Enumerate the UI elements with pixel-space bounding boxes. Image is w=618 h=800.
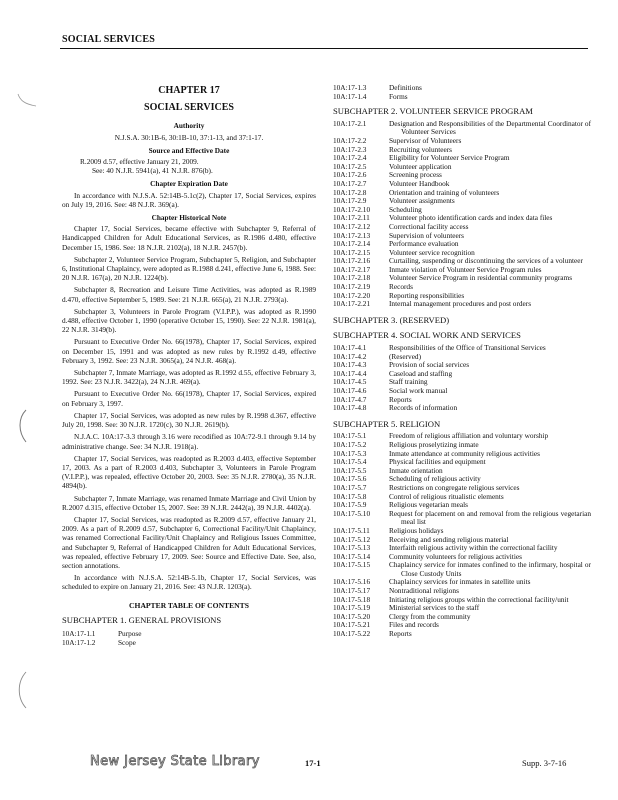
toc-entry[interactable] xyxy=(333,189,591,198)
toc-section-title: Staff training xyxy=(389,377,428,387)
toc-section-title: Physical facilities and equipment xyxy=(389,457,486,467)
toc-section-number: 10A:17-5.2 xyxy=(333,439,367,449)
toc-section-title: Recruiting volunteers xyxy=(389,144,453,154)
right-column xyxy=(333,84,591,639)
chapter-title: CHAPTER 17 xyxy=(158,85,220,96)
toc-section-number: 10A:17-4.3 xyxy=(333,360,367,370)
toc-section-number: 10A:17-2.18 xyxy=(333,273,371,283)
toc-entry[interactable] xyxy=(62,638,316,647)
subchapter-heading: SUBCHAPTER 3. (RESERVED) xyxy=(333,314,450,325)
toc-section-number: 10A:17-5.4 xyxy=(333,457,367,467)
toc-section-number: 10A:17-5.20 xyxy=(333,611,371,621)
toc-section-title: Interfaith religious activity within the correctional facility xyxy=(389,543,558,553)
toc-entry[interactable] xyxy=(333,197,591,206)
toc-entry[interactable] xyxy=(333,300,591,309)
toc-section-title: Scheduling of religious activity xyxy=(389,474,481,484)
history-paragraph: Chapter 17, Social Services, was adopted as new rules by R.1998 d.367, effective July 20, 1998. See: 30 N.J.R. 1720(c), 30 N.J.R. 2619(b). xyxy=(62,410,316,430)
toc-section-number: 10A:17-2.20 xyxy=(333,290,371,300)
subchapter-heading: SUBCHAPTER 5. RELIGION xyxy=(333,418,441,429)
toc-entry[interactable] xyxy=(333,458,591,467)
toc-section-title: Nontraditional religions xyxy=(389,586,459,596)
history-paragraph: Pursuant to Executive Order No. 66(1978), Chapter 17, Social Services, expired on February 3, 1997. xyxy=(62,389,316,408)
header-rule xyxy=(60,48,588,49)
toc-section-title: Clergy from the community xyxy=(389,611,471,621)
history-paragraph: Subchapter 8, Recreation and Leisure Time Activities, was adopted as R.1989 d.470, effective September 5, 1989. See: 21 N.J.R. 665(a), 21 N.J.R. 2793(a). xyxy=(62,285,316,304)
toc-section-number: 10A:17-5.15 xyxy=(333,560,371,570)
margin-scan-mark xyxy=(14,92,42,110)
subchapter-heading: SUBCHAPTER 2. VOLUNTEER SERVICE PROGRAM xyxy=(333,106,533,117)
toc-section-number: 10A:17-2.6 xyxy=(333,170,367,180)
history-paragraph: N.J.A.C. 10A:17-3.3 through 3.16 were recodified as 10A:72-9.1 through 9.14 by administrative change. See: 34 N.J.R. 1918(a). xyxy=(62,432,316,451)
toc-section-title: Volunteer application xyxy=(389,161,452,171)
page-number: 17-1 xyxy=(305,758,321,768)
toc-section-number: 10A:17-5.8 xyxy=(333,491,367,501)
toc-entry[interactable] xyxy=(333,163,591,172)
toc-section-number: 10A:17-2.14 xyxy=(333,239,371,249)
toc-section-title: Purpose xyxy=(118,628,142,638)
toc-section-title: Volunteer photo identification cards and index data files xyxy=(389,213,553,223)
toc-group-subchapter-2 xyxy=(333,120,591,309)
toc-section-title: Volunteer Service Program in residential community programs xyxy=(389,273,573,283)
margin-scan-mark xyxy=(14,670,34,710)
toc-entry[interactable] xyxy=(333,621,591,630)
toc-section-number: 10A:17-4.7 xyxy=(333,394,367,404)
toc-section-title: Correctional facility access xyxy=(389,221,469,231)
toc-entry[interactable] xyxy=(62,629,316,638)
toc-section-title: Chaplaincy services for inmates in satellite units xyxy=(389,577,531,587)
toc-section-title: Orientation and training of volunteers xyxy=(389,187,500,197)
toc-section-number: 10A:17-2.16 xyxy=(333,256,371,266)
left-column xyxy=(62,86,316,647)
toc-section-title: Performance evaluation xyxy=(389,239,459,249)
toc-section-title: Freedom of religious affiliation and voluntary worship xyxy=(389,431,549,441)
margin-scan-mark xyxy=(14,408,34,444)
history-paragraph: Pursuant to Executive Order No. 66(1978), Chapter 17, Social Services, expired on December 15, 1991 and was adopted as new rules by R.1992 d.49, effective February 3, 1992. See: 23 N.J.R. 3065(a), 24 N.J.R. 468(a). xyxy=(62,337,316,365)
toc-section-number: 10A:17-2.10 xyxy=(333,204,371,214)
toc-entry[interactable] xyxy=(333,396,591,405)
toc-section-number: 10A:17-4.6 xyxy=(333,386,367,395)
toc-entry[interactable] xyxy=(333,387,591,396)
toc-section-title: Scheduling xyxy=(389,204,422,214)
toc-section-title: Caseload and staffing xyxy=(389,368,453,378)
toc-entry[interactable] xyxy=(333,274,591,283)
toc-section-title: Volunteer Handbook xyxy=(389,178,450,188)
toc-section-title: Volunteer assignments xyxy=(389,196,455,206)
toc-section-title: Definitions xyxy=(389,83,422,92)
toc-section-number: 10A:17-2.13 xyxy=(333,230,371,240)
toc-entry[interactable] xyxy=(333,232,591,241)
supplement-date: Supp. 3-7-16 xyxy=(522,758,567,768)
toc-entry[interactable] xyxy=(333,344,591,353)
toc-entry[interactable] xyxy=(333,561,591,578)
toc-section-number: 10A:17-2.9 xyxy=(333,196,367,206)
toc-section-title: Curtailing, suspending or discontinuing the services of a volunteer xyxy=(389,256,583,266)
toc-section-title: Records xyxy=(389,282,413,292)
source-heading: Source and Effective Date xyxy=(148,145,230,155)
historical-note-heading: Chapter Historical Note xyxy=(151,213,227,223)
toc-section-number: 10A:17-4.5 xyxy=(333,377,367,387)
toc-section-title: Screening process xyxy=(389,170,442,180)
toc-section-title: (Reserved) xyxy=(389,351,422,361)
toc-section-number: 10A:17-1.3 xyxy=(333,83,367,92)
history-paragraph: Subchapter 7, Inmate Marriage, was adopted as R.1992 d.55, effective February 3, 1992. See: 23 N.J.R. 3422(a), 24 N.J.R. 469(a). xyxy=(62,368,316,387)
toc-entry[interactable] xyxy=(333,613,591,622)
toc-section-number: 10A:17-5.11 xyxy=(333,525,370,535)
toc-section-title: Reports xyxy=(389,629,412,639)
toc-group-subchapter-4 xyxy=(333,344,591,413)
subchapter-heading: SUBCHAPTER 4. SOCIAL WORK AND SERVICES xyxy=(333,330,521,341)
toc-section-number: 10A:17-2.4 xyxy=(333,153,367,163)
toc-section-number: 10A:17-2.1 xyxy=(333,118,367,128)
expiration-heading: Chapter Expiration Date xyxy=(150,179,228,189)
toc-section-number: 10A:17-5.14 xyxy=(333,551,371,561)
toc-section-number: 10A:17-2.11 xyxy=(333,213,370,223)
toc-heading: CHAPTER TABLE OF CONTENTS xyxy=(129,600,249,610)
toc-entry[interactable] xyxy=(333,370,591,379)
toc-section-number: 10A:17-5.19 xyxy=(333,603,371,613)
history-paragraph: Chapter 17, Social Services, became effective with Subchapter 9, Referral of Handicapped Children for Adult Educational Services, as R.1986 d.480, effective December 15, 1986. See: 18 N.J.R. 2102(a), 18 N.J.R. 2457(b). xyxy=(62,224,316,252)
authority-heading: Authority xyxy=(173,121,205,131)
toc-section-title: Eligibility for Volunteer Service Program xyxy=(389,153,510,163)
toc-section-number: 10A:17-5.22 xyxy=(333,629,371,639)
toc-section-number: 10A:17-5.18 xyxy=(333,594,371,604)
toc-group-subchapter-1-cont xyxy=(333,84,591,101)
toc-section-title: Reports xyxy=(389,394,412,404)
toc-section-number: 10A:17-5.9 xyxy=(333,500,367,510)
toc-section-number: 10A:17-2.19 xyxy=(333,282,371,292)
toc-section-number: 10A:17-2.21 xyxy=(333,299,371,309)
source-line: See: 40 N.J.R. 5941(a), 41 N.J.R. 876(b). xyxy=(92,166,213,176)
toc-section-number: 10A:17-1.2 xyxy=(62,638,96,648)
toc-entry[interactable] xyxy=(333,84,591,93)
toc-section-title: Restrictions on congregate religious services xyxy=(389,482,520,492)
toc-entry[interactable] xyxy=(333,404,591,413)
history-paragraph: Subchapter 3, Volunteers in Parole Program (V.I.P.P.), was adopted as R.1990 d.488, effective October 1, 1990 (operative October 15, 1990). See: 22 N.J.R. 1981(a), 22 N.J.R. 3149(b). xyxy=(62,306,316,335)
toc-entry[interactable] xyxy=(333,378,591,387)
toc-section-title: Initiating religious groups within the correctional facility/unit xyxy=(389,594,569,604)
expiration-text: In accordance with N.J.S.A. 52:14B-5.1c(2), Chapter 17, Social Services, expires on July 19, 2016. See: 48 N.J.R. 369(a). xyxy=(62,190,316,209)
toc-entry[interactable] xyxy=(333,578,591,587)
toc-section-number: 10A:17-5.17 xyxy=(333,586,371,596)
history-paragraph: Subchapter 2, Volunteer Service Program, Subchapter 5, Religion, and Subchapter 6, Institutional Chaplaincy, were adopted as R.1988 d.241, effective June 6, 1988. See: 20 N.J.R. 167(a), 20 N.J.R. 1224(b). xyxy=(62,254,316,283)
toc-section-title: Supervision of volunteers xyxy=(389,230,464,240)
toc-section-title: Inmate attendance at community religious activities xyxy=(389,448,540,458)
history-paragraph: In accordance with N.J.S.A. 52:14B-5.1b, Chapter 17, Social Services, was scheduled to expire on January 21, 2016. See: 43 N.J.R. 1203(a). xyxy=(62,573,316,592)
toc-section-number: 10A:17-5.6 xyxy=(333,474,367,484)
toc-section-number: 10A:17-2.12 xyxy=(333,221,371,231)
toc-section-title: Responsibilities of the Office of Transitional Services xyxy=(389,343,546,353)
toc-section-title: Inmate orientation xyxy=(389,465,443,475)
toc-section-number: 10A:17-5.21 xyxy=(333,620,371,630)
toc-section-number: 10A:17-5.16 xyxy=(333,577,371,587)
toc-section-number: 10A:17-4.4 xyxy=(333,368,367,378)
toc-section-number: 10A:17-5.13 xyxy=(333,543,371,553)
toc-entry[interactable] xyxy=(333,137,591,146)
toc-section-number: 10A:17-2.17 xyxy=(333,264,371,274)
toc-entry[interactable] xyxy=(333,171,591,180)
toc-section-number: 10A:17-5.5 xyxy=(333,465,367,475)
history-paragraph: Chapter 17, Social Services, was readopted as R.2003 d.403, effective September 17, 2003. As a part of R.2003 d.403, Subchapter 3, Volunteers in Parole Program (V.I.P.P.), was repealed, effective October 20, 2003. See: 35 N.J.R. 2780(a), 35 N.J.R. 4894(b). xyxy=(62,453,316,491)
toc-section-number: 10A:17-2.2 xyxy=(333,135,367,145)
toc-section-number: 10A:17-5.7 xyxy=(333,482,367,492)
toc-section-title: Scope xyxy=(118,638,136,648)
toc-section-number: 10A:17-2.5 xyxy=(333,161,367,171)
toc-section-title: Internal management procedures and post orders xyxy=(389,299,532,309)
toc-section-title: Religious proselytizing inmate xyxy=(389,439,479,449)
toc-section-title: Religious holidays xyxy=(389,525,444,535)
toc-section-title: Receiving and sending religious material xyxy=(389,534,509,544)
toc-section-number: 10A:17-2.7 xyxy=(333,178,367,188)
toc-section-title: Records of information xyxy=(389,403,458,413)
toc-section-number: 10A:17-4.1 xyxy=(333,343,367,353)
toc-section-title: Volunteer service recognition xyxy=(389,247,475,257)
toc-section-title: Social work manual xyxy=(389,386,448,395)
library-watermark: New Jersey State Library xyxy=(90,754,260,769)
toc-section-title: Designation and Responsibilities of the Departmental Coordinator of Volunteer Services xyxy=(389,118,591,137)
authority-text: N.J.S.A. 30:1B-6, 30:1B-10, 37:1-13, and 37:1-17. xyxy=(114,132,264,142)
toc-entry[interactable] xyxy=(333,93,591,102)
toc-section-title: Control of religious ritualistic elements xyxy=(389,491,504,501)
toc-section-title: Religious vegetarian meals xyxy=(389,500,469,510)
toc-section-number: 10A:17-4.2 xyxy=(333,351,367,361)
toc-section-title: Chaplaincy service for inmates confined to the infirmary, hospital or Close Custody Units xyxy=(389,560,591,578)
toc-section-number: 10A:17-2.3 xyxy=(333,144,367,154)
toc-entry[interactable] xyxy=(333,361,591,370)
toc-section-number: 10A:17-4.8 xyxy=(333,403,367,413)
toc-entry[interactable] xyxy=(333,510,591,527)
toc-entry[interactable] xyxy=(333,120,591,137)
toc-section-number: 10A:17-2.8 xyxy=(333,187,367,197)
history-paragraph: Subchapter 7, Inmate Marriage, was renamed Inmate Marriage and Civil Union by R.2007 d.315, effective October 15, 2007. See: 39 N.J.R. 2442(a), 39 N.J.R. 4402(a). xyxy=(62,493,316,512)
toc-section-title: Inmate violation of Volunteer Service Program rules xyxy=(389,264,542,274)
subchapter-heading: SUBCHAPTER 1. GENERAL PROVISIONS xyxy=(62,614,222,625)
historical-note xyxy=(62,224,316,591)
toc-group-subchapter-5 xyxy=(333,432,591,638)
toc-section-title: Provision of social services xyxy=(389,360,470,370)
toc-section-title: Reporting responsibilities xyxy=(389,290,465,300)
toc-section-number: 10A:17-5.3 xyxy=(333,448,367,458)
source-line: R.2009 d.57, effective January 21, 2009. xyxy=(80,157,199,167)
toc-section-title: Supervisor of Volunteers xyxy=(389,135,462,145)
toc-section-number: 10A:17-2.15 xyxy=(333,247,371,257)
toc-section-title: Ministerial services to the staff xyxy=(389,603,480,613)
toc-entry[interactable] xyxy=(333,154,591,163)
toc-section-title: Request for placement on and removal from the religious vegetarian meal list xyxy=(389,508,591,527)
toc-entry[interactable] xyxy=(333,630,591,639)
running-header: SOCIAL SERVICES xyxy=(62,34,155,45)
toc-section-number: 10A:17-5.12 xyxy=(333,534,371,544)
toc-section-number: 10A:17-5.10 xyxy=(333,508,371,518)
history-paragraph: Chapter 17, Social Services, was readopted as R.2009 d.57, effective January 21, 2009. As a part of R.2009 d.57, Subchapter 6, Correctional Facility/Unit Chaplaincy, was renamed Correctional Facility/Unit Chaplaincy and Religious Issues Committee, and Subchapter 9, Referral of Handicapped Children for Adult Educational Services, was repealed, effective February 17, 2009. See: Source and Effective Date. See, also, section annotations. xyxy=(62,514,316,570)
toc-section-number: 10A:17-1.1 xyxy=(62,628,96,638)
toc-section-title: Community volunteers for religious activities xyxy=(389,551,522,561)
toc-section-title: Forms xyxy=(389,91,408,101)
chapter-subtitle: SOCIAL SERVICES xyxy=(144,102,234,114)
toc-section-number: 10A:17-1.4 xyxy=(333,91,367,101)
toc-section-title: Files and records xyxy=(389,620,439,630)
toc-section-number: 10A:17-5.1 xyxy=(333,431,367,441)
